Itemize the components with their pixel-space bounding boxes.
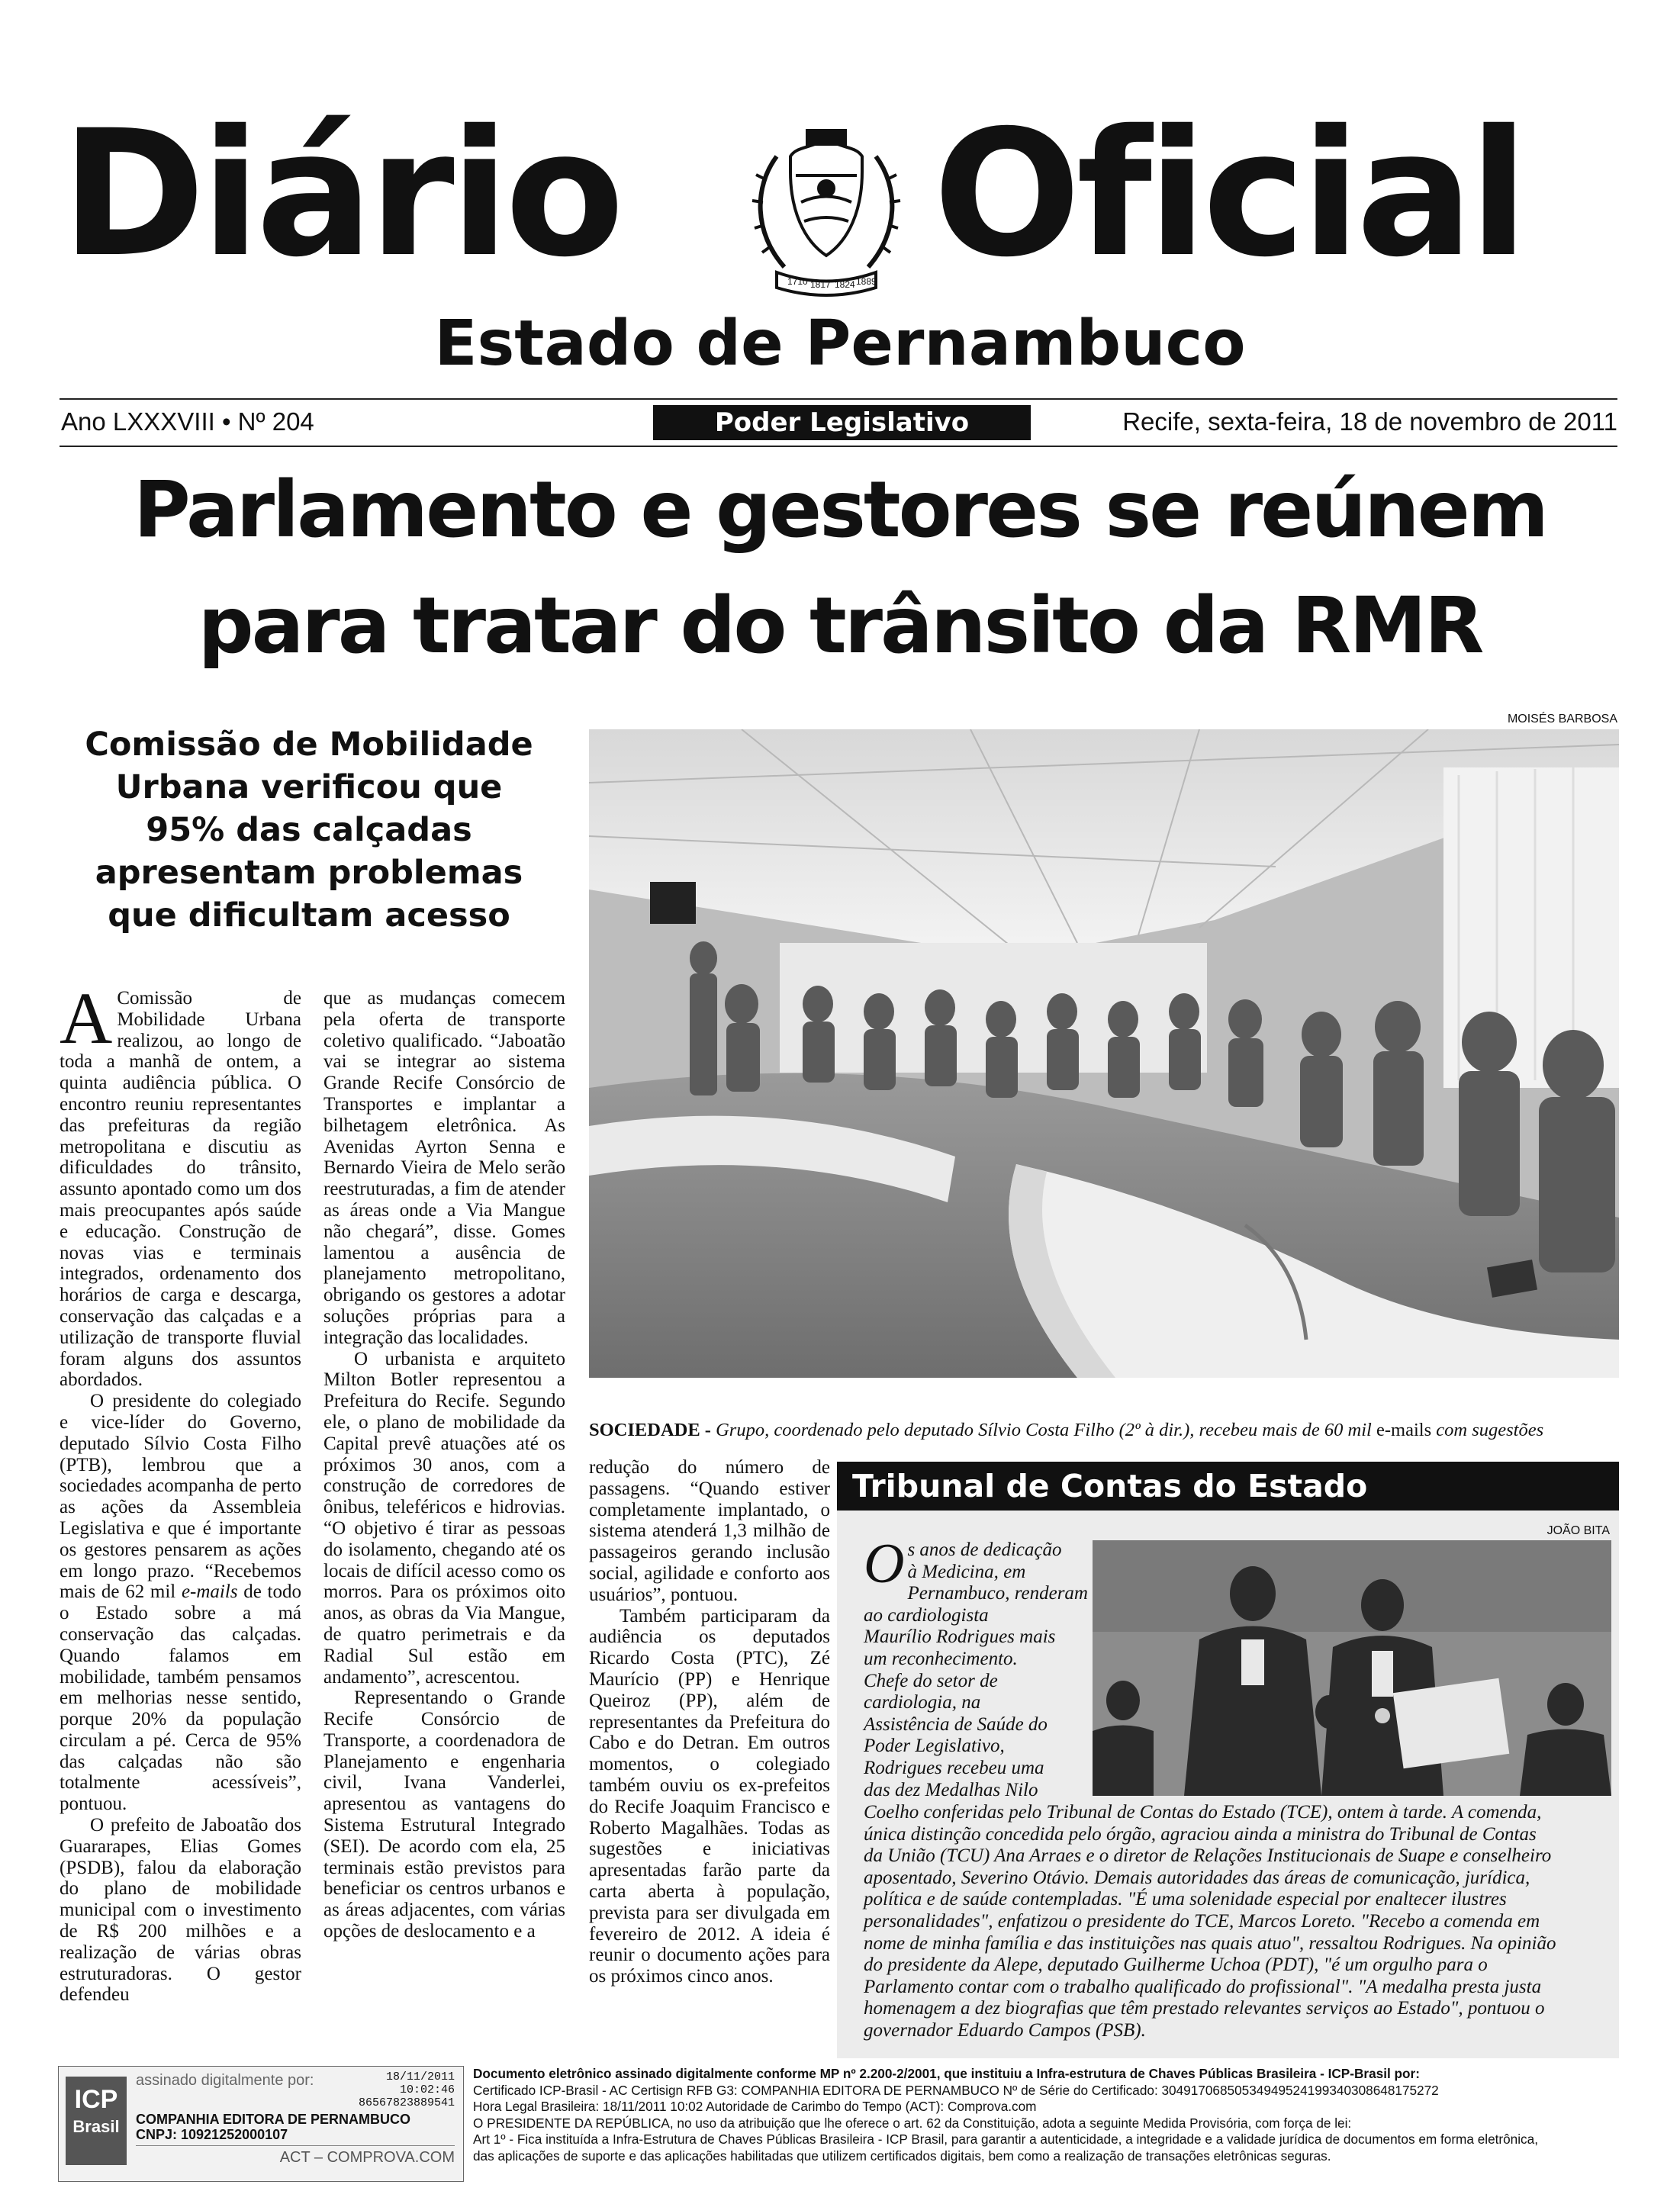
caption-text-end: com sugestões — [1431, 1420, 1544, 1440]
tce-line: política e de saúde contempladas. "É uma solenidade especial por enaltecer ilustres — [864, 1889, 1507, 1910]
pernambuco-coat-of-arms-icon — [731, 126, 922, 301]
seal-year-4: 1889 — [856, 276, 877, 287]
tce-body — [864, 1802, 1611, 2042]
main-photo-credit: MOISÉS BARBOSA — [1507, 713, 1617, 726]
stamp-time: 10:02:46 — [399, 2083, 455, 2096]
tce-photo — [1093, 1540, 1611, 1796]
tce-line: única distinção concedida pelo órgão, agraciou ainda a ministra do Tribunal de Contas — [864, 1823, 1537, 1845]
tce-line: das dez Medalhas Nilo — [864, 1779, 1038, 1800]
masthead-oficial: Oficial — [933, 92, 1524, 295]
tce-line: do presidente da Alepe, deputado Guilherme Uchoa (PDT), "é um orgulho para o — [864, 1955, 1488, 1976]
stamp-cnpj: CNPJ: 10921252000107 — [136, 2127, 288, 2142]
article-paragraph: de todo o Estado sobre a má conservação das calçadas. Quando falamos em mobilidade, também pensamos em melhorias nesse sentido, porque 20% da população circulam a pé. Cerca de 95% das calçadas não são totalmente acessíveis”, pontuou. — [60, 1581, 302, 1815]
tce-line: cardiologia, na — [864, 1692, 981, 1713]
dateline: Recife, sexta-feira, 18 de novembro de 2011 — [1122, 407, 1617, 436]
deck-line: que dificultam acesso — [108, 896, 510, 935]
headline-line-1: Parlamento e gestores se reúnem — [133, 465, 1547, 555]
deck-line: Comissão de Mobilidade — [85, 726, 533, 764]
icp-logo-bottom: Brasil — [72, 2117, 120, 2136]
tce-line: à Medicina, em — [907, 1561, 1026, 1582]
masthead-diario: Diário — [61, 92, 620, 295]
article-column-1 — [60, 977, 302, 2018]
article-column-2 — [323, 988, 565, 2018]
tce-line: ao cardiologista — [864, 1604, 989, 1626]
caption-text: Grupo, coordenado pelo deputado Sílvio Costa Filho (2º à dir.), recebeu mais de 60 mil — [710, 1420, 1376, 1440]
deck-line: apresentam problemas — [95, 854, 523, 892]
article-paragraph: Representando o Grande Recife Consórcio de Transporte, a coordenadora de Planejamento e engenharia civil, Ivana Vanderlei, apresentou as vantagens do Sistema Estrutural Integrado (SEI). De acordo com ela, 25 terminais estão previstos para beneficiar os centros urbanos e as áreas adjacentes, com várias opções de deslocamento e a — [323, 1687, 565, 1942]
article-paragraph: que as mudanças comecem pela oferta de transporte coletivo qualificado. “Jaboatão vai se integrar ao sistema Grande Recife Consórcio de Transportes e implantar a bilhetagem eletrônica. As Avenidas Ayrton Senna e Bernardo Vieira de Melo serão reestruturadas, a fim de atender as áreas onde a Via Mangue não chegará”, disse. Gomes lamentou a ausência de planejamento metropolitano, obrigando os gestores a adotar soluções próprias para a integração das localidades. — [323, 988, 565, 1348]
footer-line: O PRESIDENTE DA REPÚBLICA, no uso da atribuição que lhe oferece o art. 62 da Constituição, adota a seguinte Medida Provisória, com força de lei: — [473, 2115, 1352, 2131]
tce-intro — [864, 1533, 1093, 1801]
stamp-act: ACT – COMPROVA.COM — [136, 2145, 455, 2167]
tce-line: s anos de dedicação — [907, 1539, 1062, 1560]
icp-brasil-logo-icon — [66, 2077, 127, 2165]
section-label: Poder Legislativo — [653, 405, 1031, 440]
tce-title: Tribunal de Contas do Estado — [837, 1462, 1619, 1511]
top-rule — [60, 398, 1617, 400]
seal-year-3: 1824 — [835, 279, 855, 290]
main-photo-caption — [589, 1419, 1627, 1442]
seal-year-1: 1710 — [787, 276, 808, 287]
seal-year-2: 1817 — [810, 279, 831, 290]
tce-line: governador Eduardo Campos (PSB). — [864, 2019, 1146, 2041]
tce-line: personalidades", enfatizou o presidente do TCE, Marcos Loreto. "Recebo a comenda em — [864, 1910, 1540, 1932]
stamp-company-name: COMPANHIA EDITORA DE PERNAMBUCO — [136, 2112, 411, 2127]
article-dropcap: A — [60, 977, 113, 1059]
tce-line: um reconhecimento. — [864, 1648, 1018, 1669]
tce-line: homenagem a dez biografias que têm prestado relevantes serviços ao Estado", pontuou o — [864, 1998, 1545, 2019]
footer-line: Art 1º - Fica instituída a Infra-Estrutura de Chaves Públicas Brasileira - ICP Brasil, para garantir a autenticidade, a integridade e a validade jurídica de documentos em forma eletrônica, — [473, 2131, 1538, 2147]
main-photo — [589, 729, 1619, 1378]
article-emails: e-mails — [181, 1581, 238, 1603]
tce-dropcap: O — [864, 1533, 905, 1595]
tce-line: da União (TCU) Ana Arraes e o diretor de Relações Institucionais de Suape e conselheiro — [864, 1845, 1552, 1867]
deck-line: 95% das calçadas — [146, 811, 472, 849]
footer-line: das aplicações de suporte e das aplicações habilitadas que utilizem certificados digitais, bem como a realização de transações eletrônicas seguras. — [473, 2148, 1331, 2164]
stamp-date: 18/11/2011 — [385, 2070, 455, 2083]
deck — [53, 723, 565, 937]
tce-line: Parlamento contar com o trabalho qualificado do profissional". "A medalha presta justa — [864, 1976, 1542, 1997]
stamp-hash: 86567823889541 — [359, 2096, 455, 2109]
tce-line: nome de minha família e das instituições nas quais atuo", ressaltou Rodrigues. Na opinião — [864, 1932, 1556, 1954]
tce-line: Coelho conferidas pelo Tribunal de Contas do Estado (TCE), ontem à tarde. A comenda, — [864, 1802, 1542, 1823]
tce-line: Rodrigues recebeu uma — [864, 1757, 1044, 1778]
article-paragraph: Também participaram da audiência os deputados Ricardo Costa (PTC), Zé Maurício (PP) e Henrique Queiroz (PP), além de representantes da Prefeitura do Cabo e do Detran. Em outros momentos, o colegiado também ouviu os ex-prefeitos do Recife Joaquim Francisco e Roberto Magalhães. Todas as sugestões e iniciativas apresentadas farão parte da carta aberta à população, prevista para ser divulgada em fevereiro de 2012. A ideia é reunir o documento ações para os próximos cinco anos. — [589, 1605, 830, 1987]
issue-number: Ano LXXXVIII • Nº 204 — [61, 407, 314, 436]
footer-line: Certificado ICP-Brasil - AC Certisign RFB G3: COMPANHIA EDITORA DE PERNAMBUCO Nº de Série do Certificado: 3049170685053494952419934030864817527​2 — [473, 2082, 1439, 2098]
footer-legal-text — [473, 2066, 1633, 2164]
article-paragraph: O presidente do colegiado e vice-líder do Governo, deputado Sílvio Costa Filho (PTB), lembrou que a sociedades acompanha de perto as ações da Assembleia Legislativa e que é importante os gestores pensarem as ações em longo prazo. “Recebemos mais de 62 mil — [60, 1391, 301, 1603]
stamp-signed-label: assinado digitalmente por: — [136, 2072, 314, 2089]
caption-emails: e-mails — [1376, 1420, 1432, 1440]
tce-line: Maurílio Rodrigues mais — [864, 1626, 1056, 1648]
footer-line: Hora Legal Brasileira: 18/11/2011 10:02 Autoridade de Carimbo do Tempo (ACT): Comprova.com — [473, 2099, 1037, 2114]
article-paragraph: O urbanista e arquiteto Milton Botler representou a Prefeitura do Recife. Segundo ele, o plano de mobilidade da Capital prevê atuações até os próximos 30 anos, com a construção de corredores de ônibus, teleféricos e hidrovias. “O objetivo é tirar as pessoas do isolamento, chegando até os locais de difícil acesso como os morros. Para os próximos oito anos, as obras da Via Mangue, de quatro perimetrais e da Radial Sul estão em andamento”, acrescentou. — [323, 1348, 565, 1687]
tce-line: aposentado, Severino Otávio. Demais autoridades das áreas de comunicação, jurídica, — [864, 1867, 1530, 1888]
icp-logo-top: ICP — [74, 2085, 118, 2114]
deck-line: Urbana verificou que — [115, 768, 503, 806]
article-paragraph: O prefeito de Jaboatão dos Guararapes, Elias Gomes (PSDB), falou da elaboração do plano de mobilidade municipal com o investimento de R$ 200 milhões e a realização de várias obras estruturadoras. O gestor defendeu — [60, 1815, 301, 2006]
headline-line-2: para tratar do trânsito da RMR — [198, 581, 1482, 671]
tce-photo-credit: JOÃO BITA — [1546, 1524, 1610, 1537]
stamp-company — [136, 2112, 410, 2142]
stamp-timestamp — [359, 2070, 455, 2109]
article-column-3 — [589, 1457, 830, 2022]
footer-line: Documento eletrônico assinado digitalmente conforme MP nº 2.200-2/2001, que instituiu a Infra-estrutura de Chaves Públicas Brasileira - ICP-Brasil por: — [473, 2066, 1420, 2081]
article-paragraph: redução do número de passagens. “Quando estiver completamente implantado, o sistema atenderá 1,3 milhão de passageiros gerando inclusão social, agilidade e conforto aos usuários”, pontuou. — [589, 1457, 830, 1605]
article-paragraph: Comissão de Mobilidade Urbana realizou, ao longo de toda a manhã de ontem, a quinta audiência pública. O encontro reuniu representantes das prefeituras da região metropolitana e discutiu as dificuldades do trânsito, assunto apontado como um dos mais preocupantes após saúde e educação. Construção de novas vias e terminais integrados, ordenamento dos horários de carga e descarga, conservação das calçadas e a utilização de transporte fluvial foram alguns dos assuntos abordados. — [60, 988, 301, 1391]
caption-lead: SOCIEDADE - — [589, 1420, 711, 1440]
masthead-subtitle: Estado de Pernambuco — [434, 307, 1246, 380]
tce-line: Assistência de Saúde do — [864, 1713, 1048, 1735]
tce-line: Poder Legislativo, — [864, 1736, 1005, 1757]
tce-line: Chefe do setor de — [864, 1670, 998, 1691]
tce-line: Pernambuco, renderam — [907, 1583, 1088, 1604]
bottom-rule — [60, 446, 1617, 447]
